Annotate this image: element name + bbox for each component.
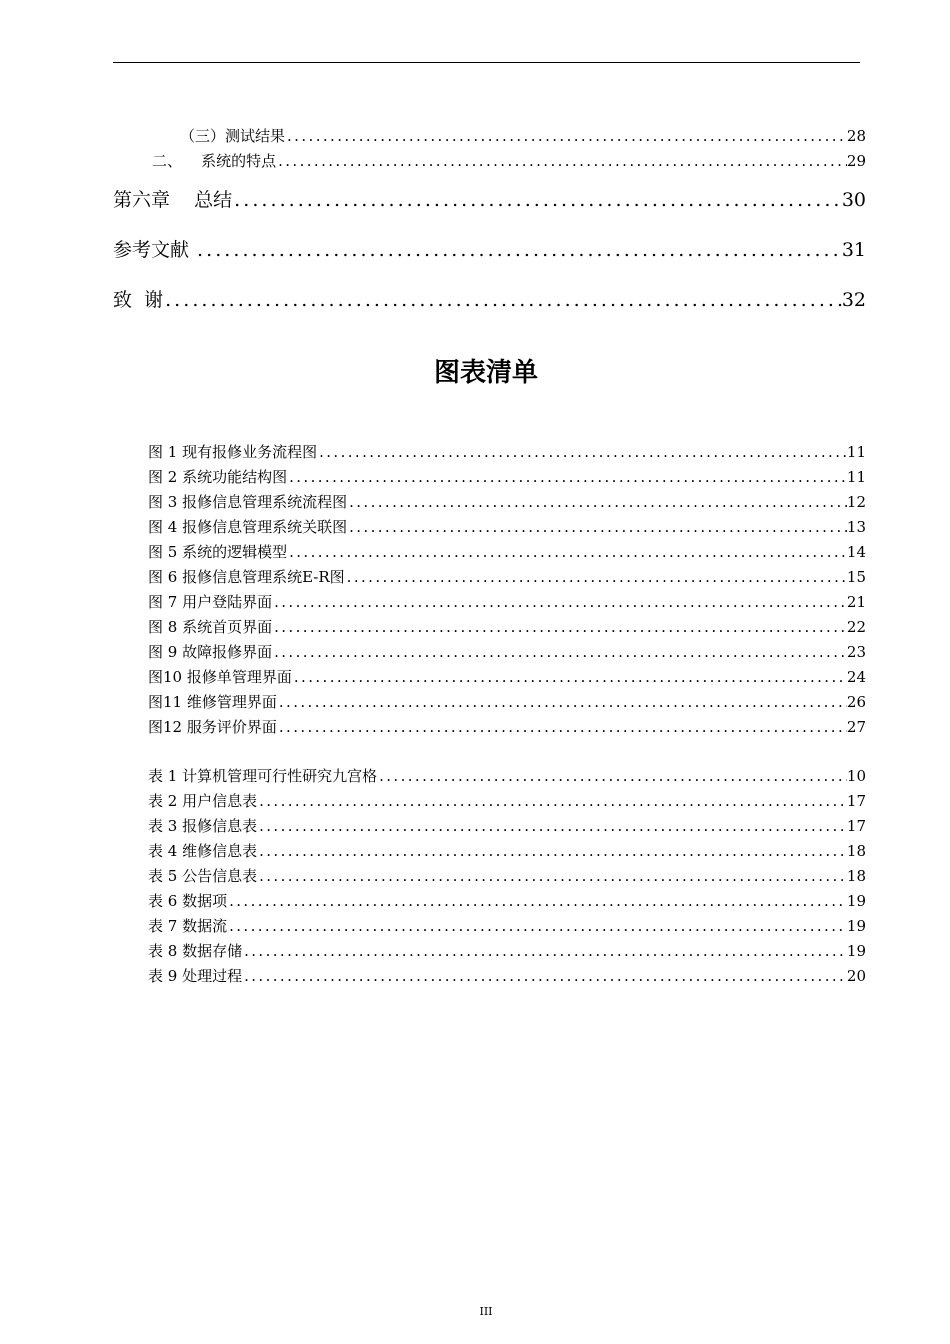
table-entry[interactable] (148, 840, 866, 862)
toc-leader-dots (257, 840, 847, 862)
toc-leader-dots (277, 716, 847, 738)
figure-entry-page: 15 (846, 568, 866, 586)
table-entry-page: 17 (846, 792, 866, 810)
toc-entry-page: 29 (846, 152, 866, 170)
toc-entry-page: 32 (841, 289, 866, 311)
toc-leader-dots (242, 940, 847, 962)
toc-leader-dots (163, 286, 842, 314)
toc-leader-dots (257, 815, 847, 837)
figure-entry[interactable] (148, 466, 866, 488)
table-entry-page: 19 (846, 917, 866, 935)
toc-leader-dots (276, 150, 847, 172)
toc-entry-label: 致 谢 (113, 289, 164, 311)
figure-entry-page: 14 (846, 543, 866, 561)
table-entry-label: 表 1 计算机管理可行性研究九宫格 (148, 767, 378, 785)
toc-entry-label: （三）测试结果 (180, 127, 286, 145)
figure-entry-label: 图 8 系统首页界面 (148, 618, 273, 636)
toc-leader-dots (287, 466, 847, 488)
table-entry[interactable] (148, 865, 866, 887)
list-of-figures-title: 图表清单 (433, 358, 538, 388)
figure-entry[interactable] (148, 541, 866, 563)
figure-entry-label: 图11 维修管理界面 (148, 693, 277, 711)
figure-entry[interactable] (148, 491, 866, 513)
table-entry-label: 表 3 报修信息表 (148, 817, 258, 835)
figure-entry-label: 图 2 系统功能结构图 (148, 468, 288, 486)
table-entry-page: 18 (846, 867, 866, 885)
figure-entry-label: 图 1 现有报修业务流程图 (148, 443, 318, 461)
table-entry[interactable] (148, 965, 866, 987)
figure-entry-label: 图 3 报修信息管理系统流程图 (148, 493, 348, 511)
figure-entry-page: 11 (846, 443, 866, 461)
table-entry[interactable] (148, 765, 866, 787)
toc-entry-label: 参考文献 (113, 239, 196, 261)
table-entry[interactable] (148, 915, 866, 937)
figure-entry[interactable] (148, 641, 866, 663)
figure-entry-page: 27 (846, 718, 866, 736)
toc-entry-page: 28 (846, 127, 866, 145)
toc-entry-chapter-six[interactable] (113, 186, 866, 214)
figure-entry-page: 24 (846, 668, 866, 686)
toc-leader-dots (272, 616, 847, 638)
figure-entry[interactable] (148, 441, 866, 463)
table-entry[interactable] (148, 815, 866, 837)
toc-leader-dots (285, 125, 847, 147)
figure-entry-label: 图 7 用户登陆界面 (148, 593, 273, 611)
figure-entry-label: 图 4 报修信息管理系统关联图 (148, 518, 348, 536)
toc-entry-label: 第六章 总结 (113, 189, 233, 211)
toc-leader-dots (232, 186, 842, 214)
table-entry-page: 20 (846, 967, 866, 985)
toc-leader-dots (347, 491, 847, 513)
table-entry[interactable] (148, 940, 866, 962)
figure-entry[interactable] (148, 566, 866, 588)
table-entry-page: 17 (846, 817, 866, 835)
toc-entry-system-features[interactable] (152, 150, 866, 172)
table-entry-page: 18 (846, 842, 866, 860)
figure-entry[interactable] (148, 616, 866, 638)
toc-leader-dots (272, 641, 847, 663)
figure-entry-page: 12 (846, 493, 866, 511)
toc-leader-dots (272, 591, 847, 613)
figure-entry[interactable] (148, 666, 866, 688)
table-entry-label: 表 5 公告信息表 (148, 867, 258, 885)
table-entry-label: 表 6 数据项 (148, 892, 228, 910)
toc-entry-label: 二、 系统的特点 (152, 152, 277, 170)
toc-leader-dots (257, 865, 847, 887)
toc-leader-dots (377, 765, 847, 787)
figure-entry-page: 26 (846, 693, 866, 711)
figure-entry-label: 图10 报修单管理界面 (148, 668, 292, 686)
table-entry[interactable] (148, 790, 866, 812)
table-entry-page: 19 (846, 942, 866, 960)
figure-entry-page: 11 (846, 468, 866, 486)
figure-entry[interactable] (148, 716, 866, 738)
toc-leader-dots (287, 541, 847, 563)
toc-leader-dots (292, 666, 847, 688)
figure-entry-label: 图12 服务评价界面 (148, 718, 277, 736)
toc-leader-dots (345, 566, 847, 588)
toc-leader-dots (227, 915, 847, 937)
figure-entry-page: 13 (846, 518, 866, 536)
toc-leader-dots (277, 691, 847, 713)
toc-leader-dots (242, 965, 847, 987)
figure-entry-page: 21 (846, 593, 866, 611)
toc-leader-dots (257, 790, 847, 812)
figure-entry-label: 图 6 报修信息管理系统E-R图 (148, 568, 345, 586)
toc-leader-dots (227, 890, 847, 912)
toc-entry-page: 30 (841, 189, 866, 211)
toc-leader-dots (317, 441, 847, 463)
table-entry-label: 表 9 处理过程 (148, 967, 243, 985)
table-entry-page: 19 (846, 892, 866, 910)
toc-entry-acknowledgements[interactable] (113, 286, 866, 314)
figure-entry-page: 22 (846, 618, 866, 636)
figure-entry-page: 23 (846, 643, 866, 661)
figure-entry[interactable] (148, 591, 866, 613)
table-entry-label: 表 8 数据存储 (148, 942, 243, 960)
figure-entry[interactable] (148, 691, 866, 713)
table-entry-label: 表 2 用户信息表 (148, 792, 258, 810)
toc-leader-dots (347, 516, 847, 538)
toc-entry-references[interactable] (113, 236, 866, 264)
header-rule (113, 62, 860, 63)
toc-entry-page: 31 (841, 239, 866, 261)
figure-entry[interactable] (148, 516, 866, 538)
table-entry-label: 表 7 数据流 (148, 917, 228, 935)
footer-page-number: III (479, 1305, 493, 1318)
table-entry-label: 表 4 维修信息表 (148, 842, 258, 860)
table-entry-page: 10 (846, 767, 866, 785)
toc-leader-dots (195, 236, 842, 264)
toc-entry-test-results[interactable] (180, 125, 866, 147)
figure-entry-label: 图 5 系统的逻辑模型 (148, 543, 288, 561)
figure-entry-label: 图 9 故障报修界面 (148, 643, 273, 661)
table-entry[interactable] (148, 890, 866, 912)
